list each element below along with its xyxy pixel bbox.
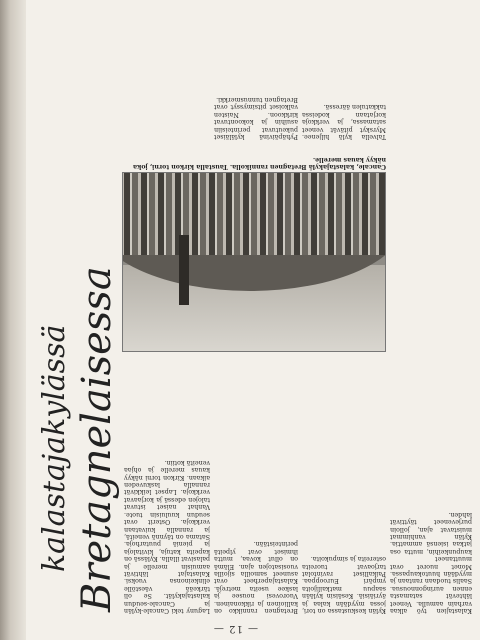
text-column-5: Pyhäpäivinä kyläläiset pukeutuvat perinteisiin asuihin ja kokoontuvat kirkkoon. Naisten valkoiset pitsimyssyt ovat Bretagnen tunnusmerkki. [214, 95, 298, 140]
text-column-6: Talvella kylä hiljenee. Myrskyt pitävät veneet satamassa, ja verkkoja korjataan kodeissa takkatulen ääressä. [302, 103, 386, 140]
photo-church-tower [179, 235, 189, 305]
text-column-3: Kylän keskustassa on tori, jossa myydään kalaa ja äyriäisiä. Kesäisin kylään saapuu matkailijoita ympäri Eurooppaa. Paikalliset ravintolat tarjoavat tuoreita ostereita ja simpukoita. [302, 555, 386, 614]
text-column-4: Kalastajien työ alkaa varhain aamulla. Veneet lähtevät satamasta ennen auringonnousua. Saalis tuodaan rantaan ja myydään huutokaupassa. Monet nuoret ovat muuttaneet kaupunkeihin, mutta osa jatkaa isiensä ammattia. Kylän vanhimmat muistavat ajan, jolloin purjeveneet täyttivät lahden. [390, 510, 472, 614]
title-line-1: Bretagnelaisessa [74, 266, 120, 612]
title-line-2: kalastajakylässä [37, 324, 72, 572]
photo-rooftops [123, 173, 385, 255]
page-shadow-edge [0, 0, 26, 640]
page-number: — 12 — [212, 623, 258, 634]
text-column-2: Bretagnen rannikko on kallioinen ja rikkonainen. Vuorovesi nousee ja laskee useita metrejä. Kalastajaperheet ovat asuneet samoilla sijoilla vuosisatojen ajan. Elämä on ollut kovaa, mutta ihmiset ovat ylpeitä perinteistään. [214, 540, 298, 614]
text-column-1: Laguny teki Cancale-kylän ja Cancale-seudun kalastajakylät. Se oli tärkeää väestölle elinkeinonsa vuoksi. Kalastajat lähtivät aamuisin merelle ja palasivat illalla. Kylässä on kapeita katuja, kivitaloja ja pieniä puutarhoja. Satama on täynnä veneitä, ja rannalla kuivataan verkkoja. Osterit ovat seudun kuuluisin tuote. Vanhat naiset istuvat talojen edessä ja korjaavat verkkoja. Lapset leikkivät rannalla laskuveden aikaan. Kirkon torni näkyy kauas merelle ja ohjaa veneitä kotiin. [124, 458, 210, 614]
village-photo [122, 172, 386, 352]
photo-caption: Cancale, kalastajakylä Bretagnen rannikolla. Taustalla kirkon torni, joka näkyy kauas merelle. [133, 155, 386, 170]
